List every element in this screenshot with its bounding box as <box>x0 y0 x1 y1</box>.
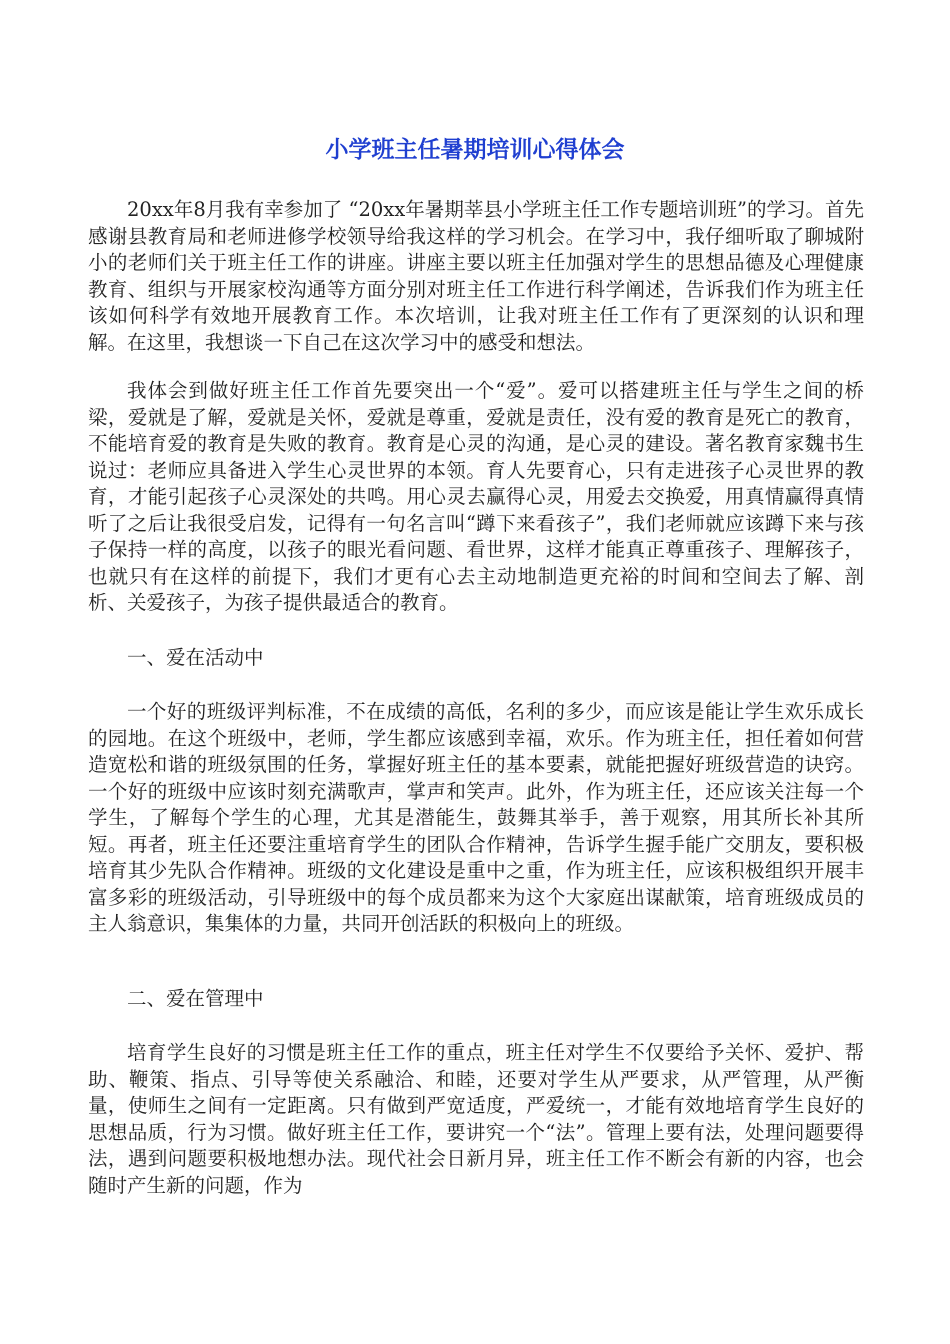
document-title: 小学班主任暑期培训心得体会 <box>325 137 625 163</box>
paragraph-love: 我体会到做好班主任工作首先要突出一个“爱”。爱可以搭建班主任与学生之间的桥梁，爱就是了解，爱就是关怀，爱就是尊重，爱就是责任，没有爱的教育是死亡的教育，不能培育爱的教育是失败的教育。教育是心灵的沟通，是心灵的建设。著名教育家魏书生说过：老师应具备进入学生心灵世界的本领。育人先要育心，只有走进孩子心灵世界的教育，才能引起孩子心灵深处的共鸣。用心灵去赢得心灵，用爱去交换爱，用真情赢得真情听了之后让我很受启发，记得有一句名言叫“蹲下来看孩子”，我们老师就应该蹲下来与孩子保持一样的高度，以孩子的眼光看问题、看世界，这样才能真正尊重孩子、理解孩子，也就只有在这样的前提下，我们才更有心去主动地制造更充裕的时间和空间去了解、剖析、关爱孩子，为孩子提供最适合的教育。 <box>88 379 864 614</box>
paragraph-activity: 一个好的班级评判标准，不在成绩的高低，名利的多少，而应该是能让学生欢乐成长的园地。在这个班级中，老师，学生都应该感到幸福，欢乐。作为班主任，担任着如何营造宽松和谐的班级氛围的任务，掌握好班主任的基本要素，就能把握好班级营造的诀窍。一个好的班级中应该时刻充满歌声，掌声和笑声。此外，作为班主任，还应该关注每一个学生，了解每个学生的心理，尤其是潜能生，鼓舞其举手，善于观察，用其所长补其所短。再者，班主任还要注重培育学生的团队合作精神，告诉学生握手能广交朋友，要积极培育其少先队合作精神。班级的文化建设是重中之重，作为班主任，应该积极组织开展丰富多彩的班级活动，引导班级中的每个成员都来为这个大家庭出谋献策，培育班级成员的主人翁意识，集集体的力量，共同开创活跃的积极向上的班级。 <box>88 700 864 935</box>
paragraph-intro: 20xx年8月我有幸参加了 “20xx年暑期莘县小学班主任工作专题培训班”的学习。首先感谢县教育局和老师进修学校领导给我这样的学习机会。在学习中，我仔细听取了聊城附小的老师们关于班主任工作的讲座。讲座主要以班主任加强对学生的思想品德及心理健康教育、组织与开展家校沟通等方面分别对班主任工作进行科学阐述，告诉我们作为班主任该如何科学有效地开展教育工作。本次培训，让我对班主任工作有了更深刻的认识和理解。在这里，我想谈一下自己在这次学习中的感受和想法。 <box>88 198 864 354</box>
section-heading-management: 二、爱在管理中 <box>127 986 264 1010</box>
document-body <box>88 197 864 1199</box>
section-heading-activity: 一、爱在活动中 <box>127 645 264 669</box>
paragraph-management: 培育学生良好的习惯是班主任工作的重点，班主任对学生不仅要给予关怀、爱护、帮助、鞭策、指点、引导等使关系融洽、和睦，还要对学生从严要求，从严管理，从严衡量，使师生之间有一定距离。只有做到严宽适度，严爱统一，才能有效地培育学生良好的思想品质，行为习惯。做好班主任工作，要讲究一个“法”。管理上要有法，处理问题要得法，遇到问题要积极地想办法。现代社会日新月异，班主任工作不断会有新的内容，也会随时产生新的问题，作为 <box>88 1041 864 1197</box>
